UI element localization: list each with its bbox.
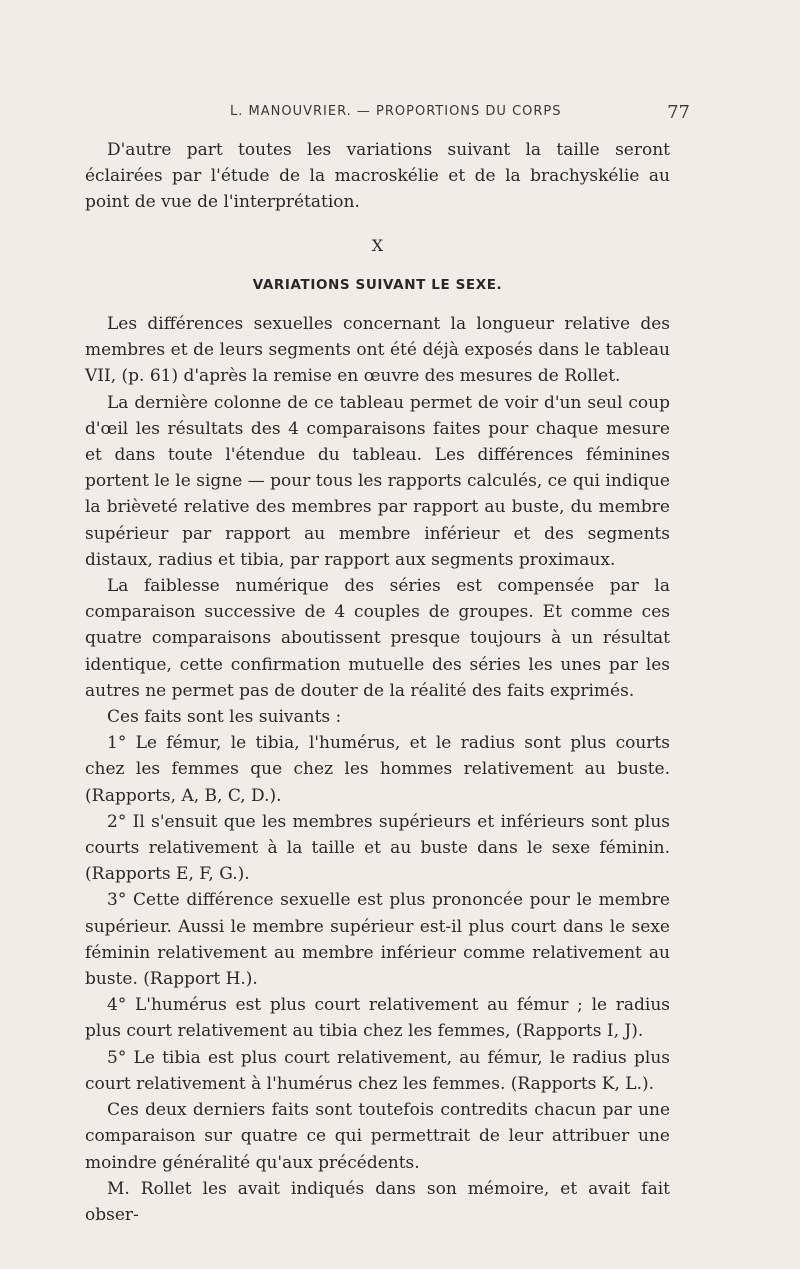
page-number: 77 — [667, 102, 690, 123]
section-body — [85, 311, 670, 1228]
running-title: L. MANOUVRIER. — PROPORTIONS DU CORPS — [230, 104, 562, 119]
section-title: VARIATIONS SUIVANT LE SEXE. — [252, 277, 503, 293]
paragraph: 1° Le fémur, le tibia, l'humérus, et le radius sont plus courts chez les femmes que chez les hommes relativement au buste. (Rapports, A, B, C, D.). — [85, 733, 670, 806]
paragraph: La faiblesse numérique des séries est compensée par la comparaison successive de 4 couples de groupes. Et comme ces quatre comparaisons aboutissent presque toujours à un résultat identique, cette confirmation mutuelle des séries les unes par les autres ne permet pas de douter de la réalité des faits exprimés. — [85, 576, 670, 701]
intro-paragraph: D'autre part toutes les variations suivant la taille seront éclairées par l'étude de la macroskélie et de la brachyskélie au point de vue de l'interprétation. — [85, 140, 670, 213]
paragraph: 2° Il s'ensuit que les membres supérieurs et inférieurs sont plus courts relativement à la taille et au buste dans le sexe féminin. (Rapports E, F, G.). — [85, 811, 670, 885]
paragraph: La dernière colonne de ce tableau permet de voir d'un seul coup d'œil les résultats des 4 comparaisons faites pour chaque mesure et dans toute l'étendue du tableau. Les différences féminines portent le le signe — pour tous les rapports calculés, ce qui indique la brièveté relative des membres par rapport au buste, du membre supérieur par rapport au membre inférieur et des segments distaux, radius et tibia, par rapport aux segments proximaux. — [85, 392, 670, 570]
paragraph: 3° Cette différence sexuelle est plus prononcée pour le membre supérieur. Aussi le membre supérieur est-il plus court dans le sexe féminin relativement au membre inférieur comme relativement au buste. (Rapport H.). — [85, 890, 670, 990]
paragraph: Ces faits sont les suivants : — [107, 707, 342, 728]
running-header — [230, 102, 690, 123]
paragraph: Ces deux derniers faits sont toutefois contredits chacun par une comparaison sur quatre ce qui permettrait de leur attribuer une moindre généralité qu'aux précédents. — [85, 1100, 670, 1173]
paragraph: Les différences sexuelles concernant la longueur relative des membres et de leurs segments ont été déjà exposés dans le tableau VII, (p. 61) d'après la remise en œuvre des mesures de Rollet. — [85, 314, 670, 387]
paragraph: 5° Le tibia est plus court relativement, au fémur, le radius plus court relativement à l'humérus chez les femmes. (Rapports K, L.). — [85, 1047, 670, 1094]
intro-block — [85, 137, 670, 216]
paragraph: 4° L'humérus est plus court relativement au fémur ; le radius plus court relativement au tibia chez les femmes, (Rapports I, J). — [85, 995, 670, 1042]
section-number: X — [371, 236, 384, 255]
paragraph: M. Rollet les avait indiqués dans son mémoire, et avait fait obser- — [85, 1178, 670, 1225]
